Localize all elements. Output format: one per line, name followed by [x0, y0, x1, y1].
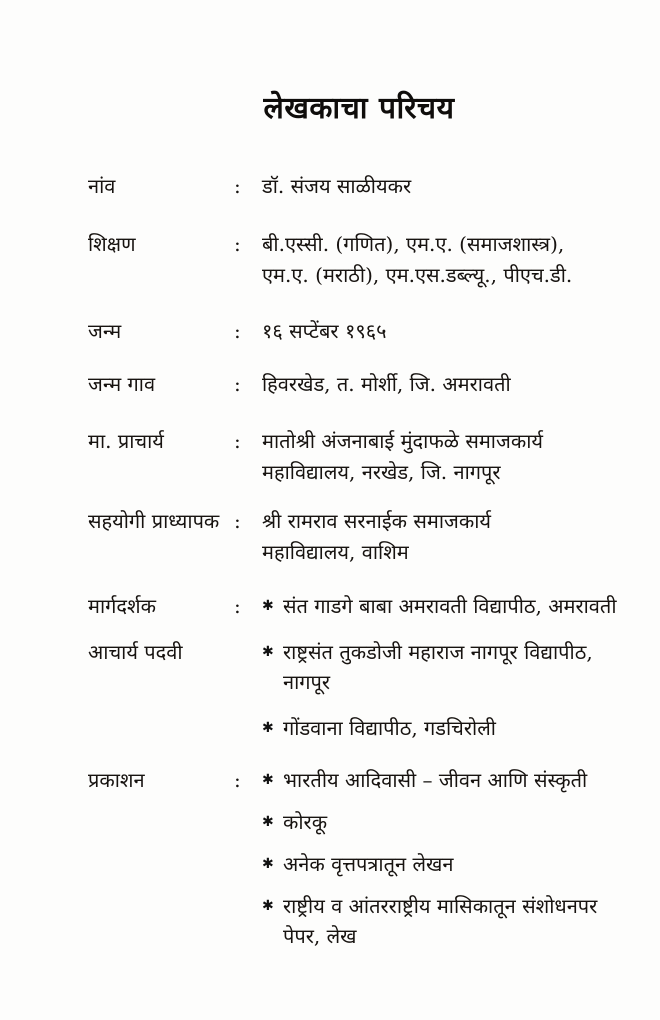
field-label-guide-line2: आचार्य पदवी — [88, 640, 183, 664]
bullet-text-line: पेपर, लेख — [283, 924, 357, 948]
field-label-publications: प्रकाशन — [88, 768, 145, 792]
value-line: एम.ए. (मराठी), एम.एस.डब्ल्यू., पीएच.डी. — [262, 263, 573, 287]
asterisk-bullet-icon: ✱ — [262, 856, 274, 872]
field-value-associate-professor — [262, 506, 630, 568]
bullet-text: अनेक वृत्तपत्रातून लेखन — [283, 852, 454, 876]
bullet-text — [283, 891, 630, 951]
value-line: बी.एस्सी. (गणित), एम.ए. (समाजशास्त्र), — [262, 232, 565, 256]
field-value-publications — [262, 765, 630, 963]
colon-separator: : — [234, 429, 241, 453]
field-label-guide-line1: मार्गदर्शक — [88, 594, 156, 618]
field-value-birthplace — [262, 369, 630, 400]
field-label-birth: जन्म — [88, 319, 122, 343]
field-row-guide — [88, 591, 630, 755]
bullet-item — [262, 591, 630, 621]
colon-separator: : — [234, 232, 241, 256]
colon-separator: : — [234, 594, 241, 618]
value-line: १६ सप्टेंबर १९६५ — [262, 319, 387, 343]
field-row-birth — [88, 316, 630, 347]
value-line: महाविद्यालय, नरखेड, जि. नागपूर — [262, 460, 501, 484]
bullet-item — [262, 807, 630, 837]
field-value-principal — [262, 426, 630, 488]
colon-separator: : — [234, 319, 241, 343]
value-line: मातोश्री अंजनाबाई मुंदाफळे समाजकार्य — [262, 429, 543, 453]
asterisk-bullet-icon: ✱ — [262, 598, 274, 614]
bullet-item — [262, 637, 630, 697]
colon-separator: : — [234, 509, 241, 533]
bullet-item — [262, 891, 630, 951]
field-value-guide — [262, 591, 630, 755]
field-row-name — [88, 171, 630, 202]
field-label-education: शिक्षण — [88, 232, 136, 256]
bullet-text: भारतीय आदिवासी – जीवन आणि संस्कृती — [283, 768, 588, 792]
field-row-principal — [88, 426, 630, 488]
bullet-text — [283, 637, 630, 697]
field-label-birthplace: जन्म गाव — [88, 372, 156, 396]
field-row-publications — [88, 765, 630, 963]
field-label-name: नांव — [88, 174, 116, 198]
field-row-associate-professor — [88, 506, 630, 568]
bullet-text: संत गाडगे बाबा अमरावती विद्यापीठ, अमरावती — [283, 594, 617, 618]
bullet-item — [262, 713, 630, 743]
value-line: डॉ. संजय साळीयकर — [262, 174, 412, 198]
page-title: लेखकाचा परिचय — [263, 91, 455, 126]
field-value-education — [262, 229, 630, 291]
bullet-text-line: राष्ट्रीय व आंतरराष्ट्रीय मासिकातून संशोधनपर — [283, 894, 598, 918]
colon-separator: : — [234, 768, 241, 792]
bullet-text: गोंडवाना विद्यापीठ, गडचिरोली — [283, 716, 496, 740]
value-line: महाविद्यालय, वाशिम — [262, 540, 409, 564]
asterisk-bullet-icon: ✱ — [262, 720, 274, 736]
colon-separator: : — [234, 372, 241, 396]
asterisk-bullet-icon: ✱ — [262, 772, 274, 788]
field-label-guide — [88, 591, 234, 668]
field-row-birthplace — [88, 369, 630, 400]
bullet-text-line: राष्ट्रसंत तुकडोजी महाराज नागपूर विद्यापीठ, — [283, 640, 593, 664]
asterisk-bullet-icon: ✱ — [262, 644, 274, 660]
value-line: हिवरखेड, त. मोर्शी, जि. अमरावती — [262, 372, 511, 396]
field-row-education — [88, 229, 630, 291]
field-value-birth — [262, 316, 630, 347]
bullet-item — [262, 765, 630, 795]
field-label-principal: मा. प्राचार्य — [88, 429, 164, 453]
colon-separator: : — [234, 174, 241, 198]
bullet-item — [262, 849, 630, 879]
asterisk-bullet-icon: ✱ — [262, 814, 274, 830]
bullet-text-line: नागपूर — [283, 670, 331, 694]
bullet-text: कोरकू — [283, 810, 328, 834]
value-line: श्री रामराव सरनाईक समाजकार्य — [262, 509, 492, 533]
field-value-name — [262, 171, 630, 202]
asterisk-bullet-icon: ✱ — [262, 898, 274, 914]
field-label-associate-professor: सहयोगी प्राध्यापक — [88, 509, 220, 533]
